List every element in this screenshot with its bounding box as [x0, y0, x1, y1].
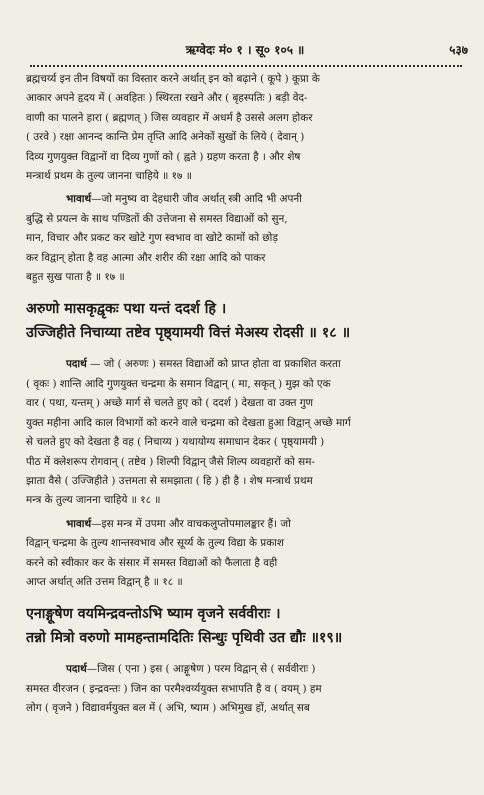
text-line: मन्त्र के तुल्य जानना चाहिये ॥ १८ ॥ — [26, 494, 161, 507]
text-line: वाणी का पालने हारा ( ब्रह्मणत् ) जिस व्यवहार में अधर्म है उससे अलग होकर — [26, 111, 313, 124]
text-line: से चलते हुए को देखता है वह ( निचाय्य ) यथायोग्य समाधान देकर ( पृष्ठ्यामयी ) — [26, 436, 325, 449]
running-head: ऋग्वेदः मं० १ । सू० १०५ ॥ — [185, 43, 305, 57]
text-line: लोग ( वृजने ) विद्यावर्मयुक्त बल में ( अभि, ष्याम ) अभिमुख हों, अर्थात् सब — [26, 702, 310, 715]
text-line: वार ( पथा, यन्तम् ) अच्छे मार्ग से चलते हुए को ( ददर्श ) देखता वा उक्त गुण — [26, 397, 314, 410]
text-line: ( उरवे ) रक्षा आनन्द कान्ति प्रेम तृप्ति आदि अनेकों सुखों के लिये ( देवान् ) — [26, 131, 305, 144]
bhavarth-label: भावार्थ — [66, 517, 92, 530]
text-line: ब्रह्मचर्य्य इन तीन विषयों का विस्तार करने अर्थात् इन को बढ़ाने ( कूपे ) कूप्रा के — [26, 73, 320, 85]
padarth-paragraph-19 — [26, 660, 466, 718]
page-header — [22, 41, 468, 59]
padarth-label: पदार्थ — [66, 663, 87, 676]
text-line: दिव्य गुणयुक्त विद्वानों वा दिव्य गुणों को ( ह्वते ) ग्रहण करता है । और शेष — [26, 150, 301, 163]
bhavarth-paragraph-18 — [26, 515, 466, 593]
mantra-line: एनाङ्गूषेण वयमिन्द्रवन्तोऽभि ष्याम वृजने सर्ववीराः । — [26, 606, 281, 623]
text-line: विद्वान् चन्द्रमा के तुल्य शान्तस्वभाव और सूर्य्य के तुल्य विद्या के प्रकाश — [26, 537, 284, 550]
text-line: भावार्थ—जो मनुष्य वा देहधारी जीव अर्थात् स्त्री आदि भी अपनी — [66, 193, 302, 206]
text-line: पदार्थ — जो ( अरुणः ) समस्त विद्याओं को प्राप्त होता वा प्रकाशित करता — [66, 358, 341, 371]
text-line: आप्त अर्थात् अति उत्तम विद्वान् है ॥ १८ ॥ — [26, 575, 183, 588]
mantra-19 — [26, 602, 466, 650]
mantra-line: तन्नो मित्रो वरुणो मामहन्तामदितिः सिन्धुः पृथिवी उत द्यौः ॥१९॥ — [26, 630, 343, 647]
text-line: करने को स्वीकार कर के संसार में समस्त विद्याओं को फैलाता है वही — [26, 556, 278, 569]
bhavarth-label: भावार्थ — [66, 193, 92, 206]
text-line: मान, विचार और प्रकट कर खोटे गुण स्वभाव वा खोटे कामों को छोड़ — [26, 232, 278, 245]
text-line: पीठ में क्लेशरूप रोगवान् ( तष्टेव ) शिल्पी विद्वान् जैसे शिल्प व्यवहारों को सम- — [26, 455, 315, 468]
mantra-line: उज्जिहीते निचाय्या तष्टेव पृष्ठ्यामयी वित्तं मेअस्य रोदसी ॥ १८ ॥ — [26, 325, 351, 342]
text-line: आकार अपने हृदय में ( अवहितः ) स्थिरता रखने और ( बृहस्पतिः ) बड़ी वेद- — [26, 92, 308, 105]
header-dotted-rule — [30, 65, 462, 67]
text-line: मन्त्रार्थ प्रथम के तुल्य जानना चाहिये ॥ १७ ॥ — [26, 170, 192, 183]
text-line: पदार्थ—जिस ( एना ) इस ( आङ्गूषेण ) परम विद्वान् से ( सर्ववीराः ) — [66, 663, 316, 676]
padarth-paragraph-18 — [26, 355, 466, 510]
text-line: भावार्थ—इस मन्त्र में उपमा और वाचकलुप्तोपमालङ्कार हैं। जो — [66, 517, 291, 530]
padarth-label: पदार्थ — [66, 358, 87, 371]
text-line: बुद्धि से प्रयत्न के साथ पण्डितों की उत्तेजना से समस्त विद्याओं को सुन, — [26, 212, 288, 225]
text-line: बहुत सुख पाता है ॥ १७ ॥ — [26, 271, 125, 284]
mantra-line: अरुणो मासकृद्वृकः पथा यन्तं ददर्श हि । — [26, 301, 227, 318]
mantra-18 — [26, 297, 466, 345]
text-line: कर विद्वान् होता है वह आत्मा और शरीर की रक्षा आदि को पाकर — [26, 251, 266, 264]
page-number: ५३७ — [449, 43, 468, 57]
page-body — [26, 70, 466, 719]
text-line: झाता वैसे ( उज्जिहीते ) उत्तमता से समझाता ( हि ) ही है । शेष मन्त्रार्थ प्रथम — [26, 474, 313, 487]
text-line: समस्त वीरजन ( इन्द्रवन्तः ) जिन का परमैश्वर्य्ययुक्त सभापति है व ( वयम् ) हम — [26, 682, 322, 695]
commentary-paragraph-17 — [26, 70, 466, 186]
bhavarth-paragraph-17 — [26, 190, 466, 287]
text-line: ( वृकः ) शान्ति आदि गुणयुक्त चन्द्रमा के समान विद्वान् ( मा, सकृत् ) मुझ को एक — [26, 377, 331, 390]
text-line: युक्त महीना आदि काल विभागों को करने वाले चन्द्रमा को देखता हुआ विद्वान् अच्छे मार्ग — [26, 416, 351, 429]
